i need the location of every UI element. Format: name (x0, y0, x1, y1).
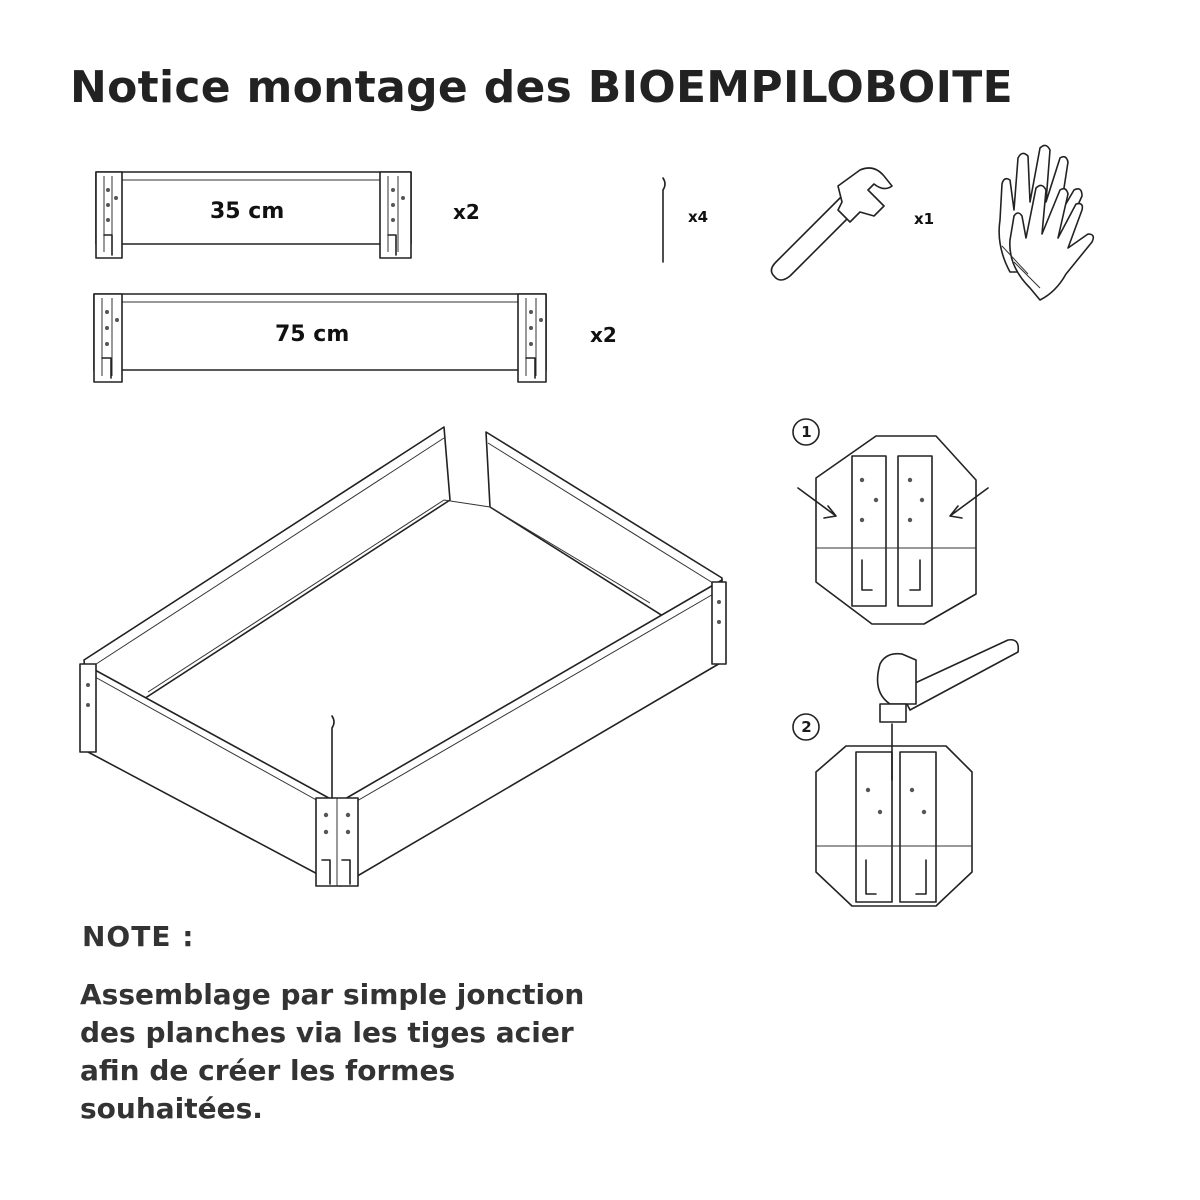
page-title: Notice montage des BIOEMPILOBOITE (70, 62, 1013, 113)
pins-qty: x4 (688, 208, 709, 226)
hammer-icon (771, 168, 892, 280)
note-text: Assemblage par simple jonction des planches via les tiges acier afin de créer les formes souhaitées. (80, 978, 585, 1125)
hammer-qty: x1 (914, 210, 935, 228)
step-1-number: 1 (801, 423, 812, 441)
long-board-qty: x2 (590, 323, 617, 347)
steel-pin-icon (663, 178, 665, 262)
note-heading: NOTE : (82, 920, 195, 953)
gloves-icon (999, 145, 1093, 300)
short-board-qty: x2 (453, 200, 480, 224)
assembled-box-illustration (80, 427, 726, 886)
step-1-illustration (793, 419, 988, 624)
step-2-illustration (793, 640, 1018, 906)
short-board-label: 35 cm (210, 199, 285, 224)
step-2-number: 2 (801, 718, 812, 736)
long-board-label: 75 cm (275, 322, 350, 347)
